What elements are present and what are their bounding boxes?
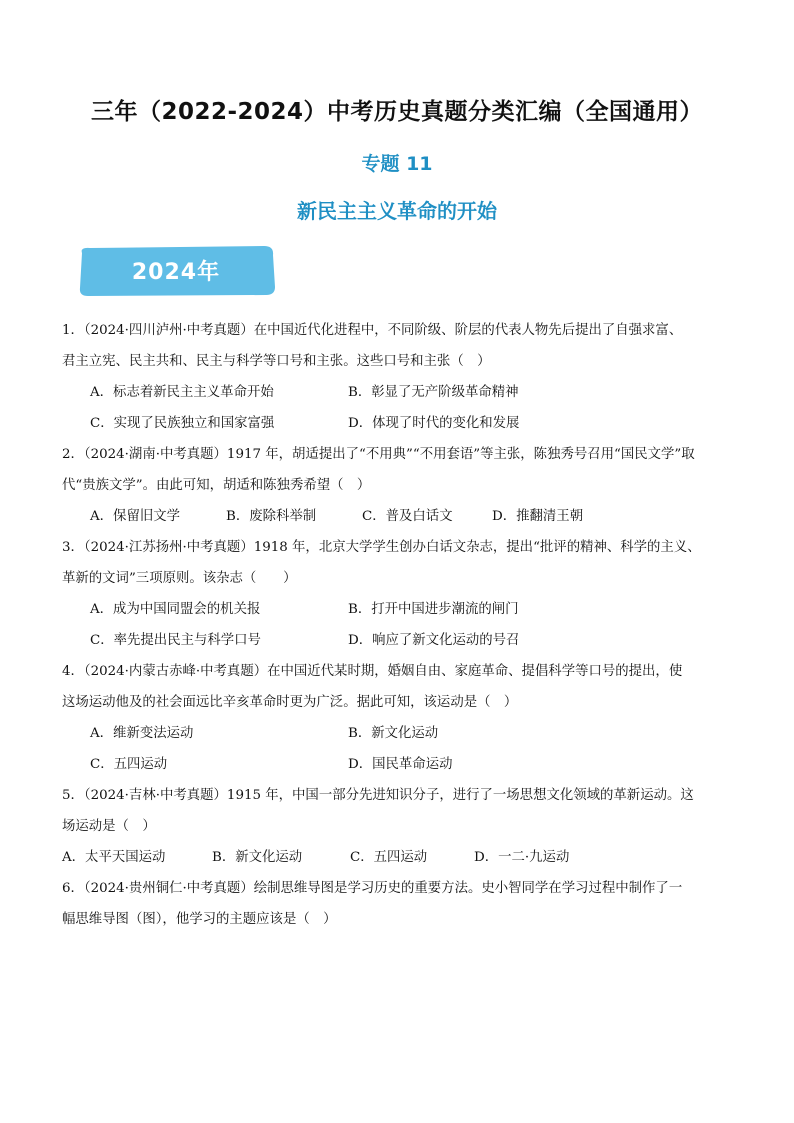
- option-a[interactable]: A．标志着新民主主义革命开始: [90, 385, 274, 400]
- option-d[interactable]: D．一二·九运动: [474, 850, 570, 865]
- question-stem-line: 1．（2024·四川泸州·中考真题）在中国近代化进程中，不同阶级、阶层的代表人物先后提出了自强求富、: [62, 323, 683, 338]
- option-c[interactable]: C．五四运动: [350, 850, 428, 865]
- question-stem-line: 革新的文词”三项原则。该杂志（ ）: [62, 571, 297, 586]
- question-1: [62, 315, 742, 439]
- question-stem-line: 君主立宪、民主共和、民主与科学等口号和主张。这些口号和主张（ ）: [62, 354, 491, 369]
- question-6: [62, 873, 742, 935]
- question-5: [62, 780, 742, 873]
- option-b[interactable]: B．新文化运动: [212, 850, 303, 865]
- option-a[interactable]: A．太平天国运动: [62, 850, 166, 865]
- question-stem-line: 代“贵族文学”。由此可知，胡适和陈独秀希望（ ）: [62, 478, 371, 493]
- option-a[interactable]: A．维新变法运动: [90, 726, 194, 741]
- option-d[interactable]: D．推翻清王朝: [492, 509, 584, 524]
- question-stem-line: 5．（2024·吉林·中考真题）1915 年，中国一部分先进知识分子，进行了一场思想文化领域的革新运动。这: [62, 788, 694, 803]
- option-d[interactable]: D．国民革命运动: [348, 757, 453, 772]
- question-list: [62, 315, 742, 935]
- topic-number: 专题 11: [361, 153, 433, 175]
- question-stem-line: 场运动是（ ）: [62, 819, 156, 834]
- question-stem-line: 3．（2024·江苏扬州·中考真题）1918 年，北京大学学生创办白话文杂志，提出“批评的精神、科学的主义、: [62, 540, 701, 555]
- question-stem-line: 幅思维导图（图），他学习的主题应该是（ ）: [62, 912, 337, 927]
- question-stem-line: 4．（2024·内蒙古赤峰·中考真题）在中国近代某时期，婚姻自由、家庭革命、提倡科学等口号的提出，使: [62, 664, 683, 679]
- option-c[interactable]: C．五四运动: [90, 757, 168, 772]
- option-b[interactable]: B．新文化运动: [348, 726, 439, 741]
- option-a[interactable]: A．保留旧文学: [90, 509, 181, 524]
- option-c[interactable]: C．实现了民族独立和国家富强: [90, 416, 275, 431]
- page-title: 三年（2022-2024）中考历史真题分类汇编（全国通用）: [90, 99, 704, 125]
- option-b[interactable]: B．彰显了无产阶级革命精神: [348, 385, 519, 400]
- option-a[interactable]: A．成为中国同盟会的机关报: [90, 602, 261, 617]
- year-label: 2024年: [131, 260, 221, 285]
- question-2: [62, 439, 742, 532]
- question-stem-line: 6．（2024·贵州铜仁·中考真题）绘制思维导图是学习历史的重要方法。史小智同学在学习过程中制作了一: [62, 881, 683, 896]
- question-stem-line: 这场运动他及的社会面远比辛亥革命时更为广泛。据此可知，该运动是（ ）: [62, 695, 518, 710]
- question-stem-line: 2．（2024·湖南·中考真题）1917 年，胡适提出了“不用典”“不用套语”等主张，陈独秀号召用“国民文学”取: [62, 447, 695, 462]
- year-banner: [76, 245, 276, 297]
- topic-name: 新民主主义革命的开始: [297, 199, 497, 223]
- option-b[interactable]: B．打开中国进步潮流的闸门: [348, 602, 519, 617]
- option-d[interactable]: D．响应了新文化运动的号召: [348, 633, 520, 648]
- question-4: [62, 656, 742, 780]
- option-c[interactable]: C．普及白话文: [362, 509, 453, 524]
- option-c[interactable]: C．率先提出民主与科学口号: [90, 633, 261, 648]
- question-3: [62, 532, 742, 656]
- option-d[interactable]: D．体现了时代的变化和发展: [348, 416, 520, 431]
- option-b[interactable]: B．废除科举制: [226, 509, 317, 524]
